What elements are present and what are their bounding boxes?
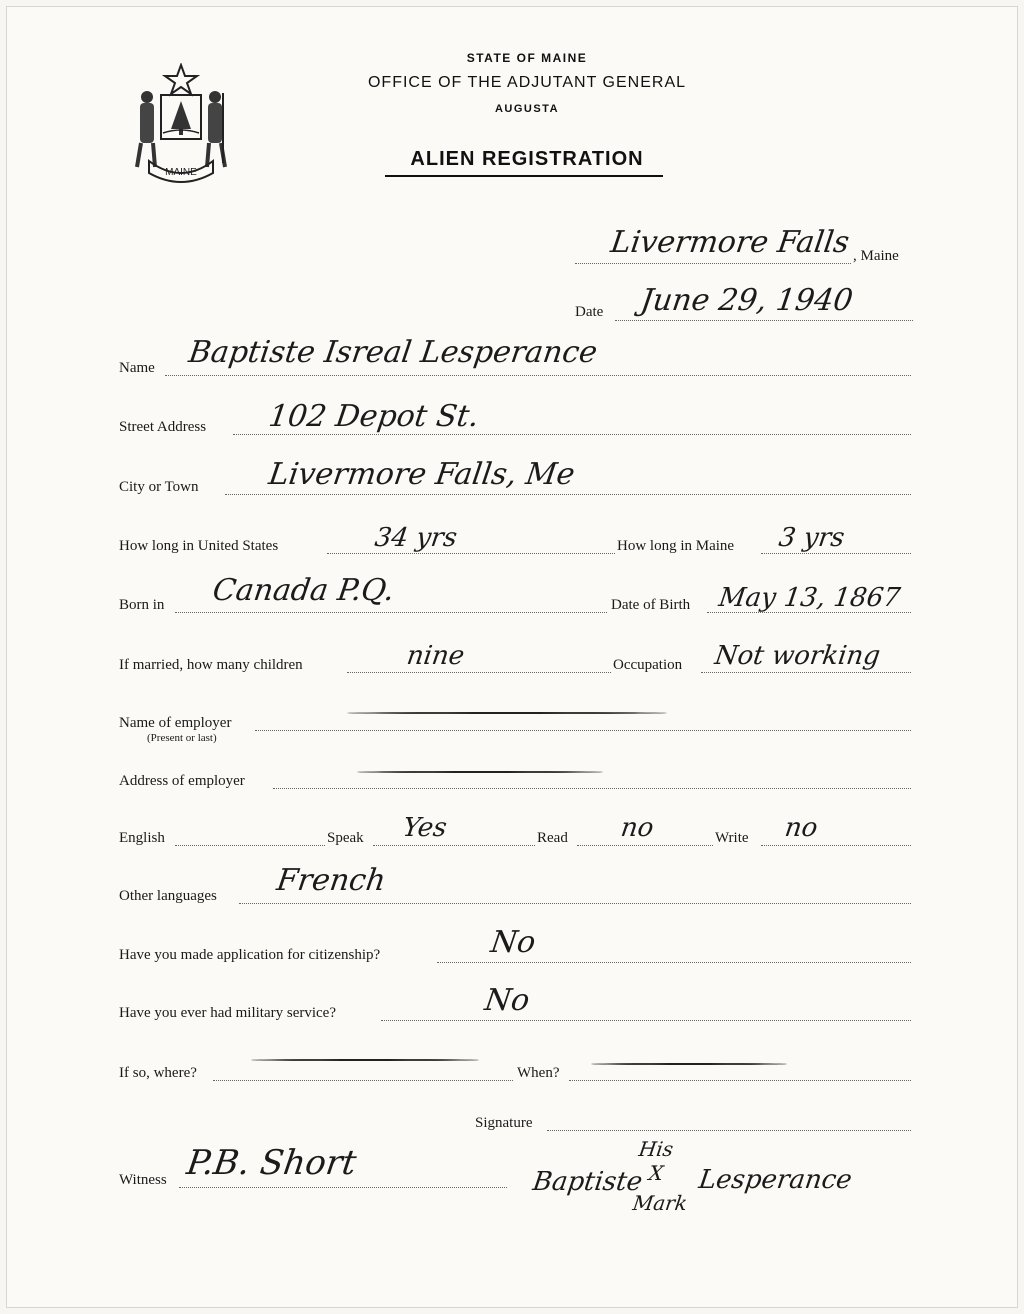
street-value: 102 Depot St.: [266, 399, 482, 434]
dob-value: May 13, 1867: [716, 583, 902, 613]
witness-value: P.B. Short: [184, 1143, 359, 1183]
employer-address-line: [273, 788, 911, 789]
form-title: ALIEN REGISTRATION: [410, 148, 644, 170]
where-label: If so, where?: [119, 1065, 197, 1081]
where-line: [213, 1080, 513, 1081]
write-label: Write: [715, 830, 749, 846]
city-value: Livermore Falls, Me: [266, 457, 577, 492]
born-line: [175, 612, 607, 613]
born-value: Canada P.Q.: [210, 573, 397, 608]
date-value: June 29, 1940: [638, 283, 856, 318]
city-line: [225, 494, 911, 495]
witness-label: Witness: [119, 1172, 167, 1188]
other-languages-label: Other languages: [119, 888, 217, 904]
signature-mark-x: X: [647, 1161, 665, 1185]
military-line: [381, 1020, 911, 1021]
name-value: Baptiste Isreal Lesperance: [186, 335, 600, 370]
years-maine-label: How long in Maine: [617, 538, 735, 554]
dob-label: Date of Birth: [611, 597, 691, 613]
read-label: Read: [537, 830, 568, 846]
write-value: no: [782, 813, 820, 843]
employer-label: Name of employer: [119, 715, 232, 731]
signature-first-name: Baptiste: [530, 1167, 645, 1197]
children-value: nine: [404, 641, 467, 671]
speak-value: Yes: [400, 813, 449, 843]
occupation-value: Not working: [712, 641, 883, 671]
english-label: English: [119, 830, 165, 846]
occupation-line: [701, 672, 911, 673]
title-underline: [385, 175, 663, 177]
date-label: Date: [575, 304, 604, 320]
employer-address-label: Address of employer: [119, 773, 245, 789]
place-suffix: , Maine: [853, 248, 899, 264]
read-line: [577, 845, 713, 846]
years-us-label: How long in United States: [119, 538, 279, 554]
witness-line: [179, 1187, 507, 1188]
office-heading: OFFICE OF THE ADJUTANT GENERAL: [367, 74, 687, 91]
signature-line: [547, 1130, 911, 1131]
document-page: [6, 6, 1018, 1308]
employer-sublabel: (Present or last): [147, 732, 217, 744]
place-line: [575, 263, 851, 264]
when-label: When?: [517, 1065, 560, 1081]
other-languages-value: French: [274, 863, 388, 898]
occupation-label: Occupation: [613, 657, 683, 673]
city-label: City or Town: [119, 479, 199, 495]
city-heading: AUGUSTA: [494, 103, 560, 115]
years-maine-line: [761, 553, 911, 554]
street-line: [233, 434, 911, 435]
name-line: [165, 375, 911, 376]
name-label: Name: [119, 360, 155, 376]
svg-text:MAINE: MAINE: [165, 167, 197, 178]
where-dash-stroke: [251, 1059, 479, 1061]
children-label: If married, how many children: [119, 657, 303, 673]
employer-line: [255, 730, 911, 731]
employer-address-dash-stroke: [357, 771, 603, 773]
employer-dash-stroke: [347, 712, 667, 714]
read-value: no: [618, 813, 656, 843]
children-line: [347, 672, 611, 673]
signature-label: Signature: [475, 1115, 533, 1131]
maine-state-seal: [127, 63, 235, 187]
place-value: Livermore Falls: [608, 225, 852, 260]
citizenship-value: No: [488, 925, 538, 960]
military-label: Have you ever had military service?: [119, 1005, 336, 1021]
military-value: No: [482, 983, 532, 1018]
other-languages-line: [239, 903, 911, 904]
signature-last-name: Lesperance: [696, 1165, 854, 1195]
years-maine-value: 3 yrs: [776, 523, 847, 553]
years-us-value: 34 yrs: [372, 523, 459, 553]
signature-mark-word: Mark: [631, 1191, 689, 1215]
speak-line: [373, 845, 535, 846]
citizenship-line: [437, 962, 911, 963]
when-dash-stroke: [591, 1063, 787, 1065]
street-label: Street Address: [119, 419, 207, 435]
write-line: [761, 845, 911, 846]
speak-label: Speak: [327, 830, 364, 846]
years-us-line: [327, 553, 615, 554]
date-line: [615, 320, 913, 321]
when-line: [569, 1080, 911, 1081]
signature-his: His: [637, 1137, 675, 1161]
born-label: Born in: [119, 597, 165, 613]
citizenship-label: Have you made application for citizenship?: [119, 947, 381, 963]
english-line: [175, 845, 325, 846]
state-heading: STATE OF MAINE: [466, 51, 588, 65]
